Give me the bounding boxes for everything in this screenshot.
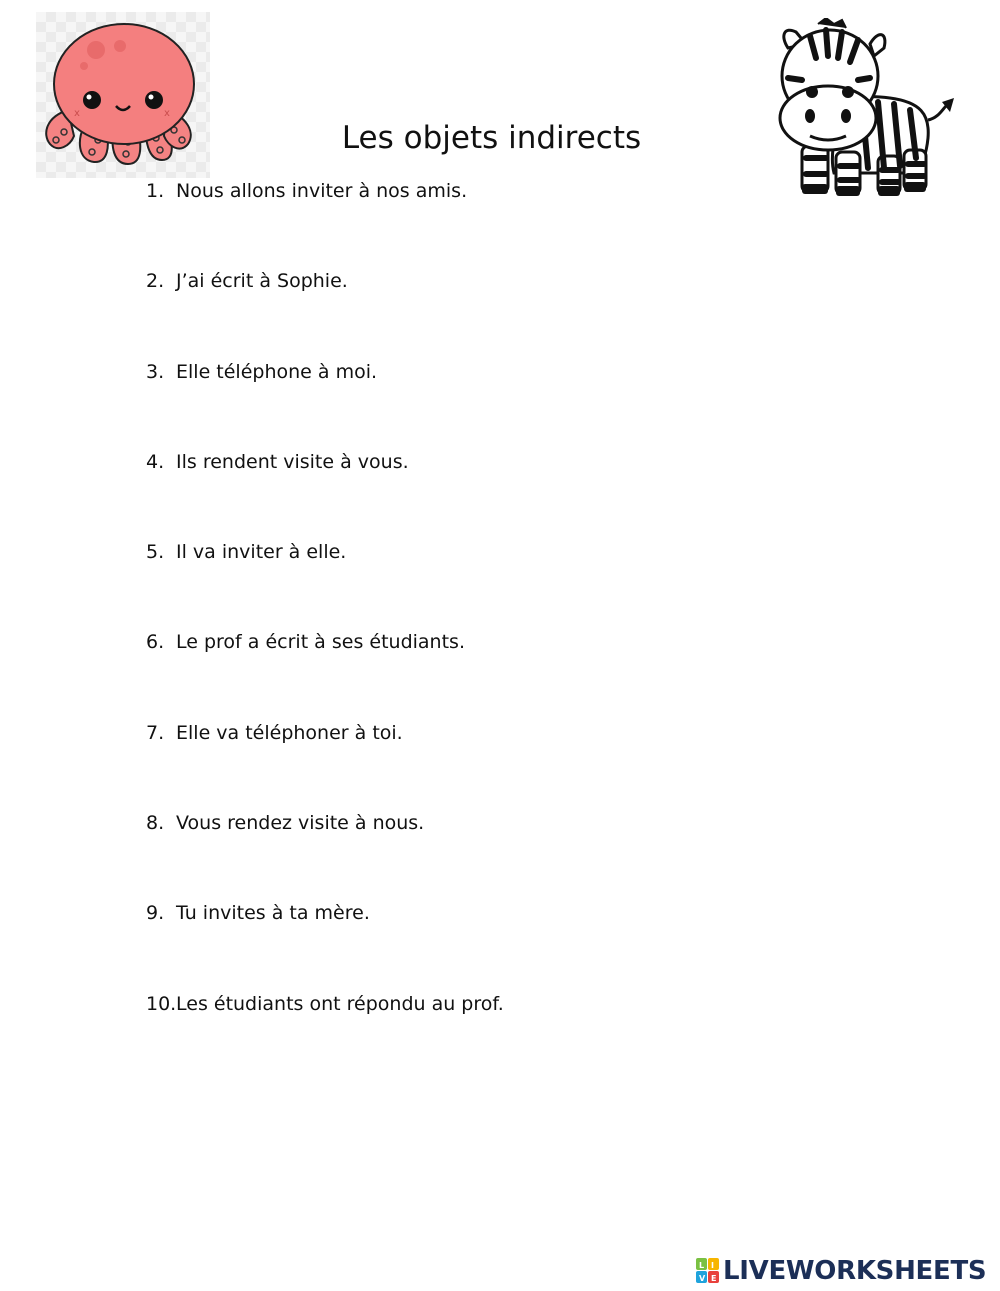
svg-text:V: V (699, 1274, 706, 1283)
worksheet-title: Les objets indirects (341, 120, 642, 156)
svg-text:x: x (164, 108, 170, 119)
svg-text:L: L (699, 1261, 705, 1270)
svg-text:I: I (711, 1261, 714, 1270)
item-number: 4. (146, 450, 165, 473)
item-number: 5. (146, 541, 165, 564)
sentence-list (146, 176, 504, 1079)
liveworksheets-logo-icon (696, 1258, 720, 1284)
item-number: 10. (146, 992, 177, 1015)
item-text: Il va inviter à elle. (176, 541, 347, 564)
list-item (146, 447, 504, 537)
list-item (146, 537, 504, 627)
list-item (146, 989, 504, 1079)
list-item (146, 176, 504, 266)
list-item (146, 718, 504, 808)
zebra-illustration (770, 18, 960, 200)
item-text: Le prof a écrit à ses étudiants. (176, 631, 465, 654)
item-number: 8. (146, 812, 165, 835)
list-item (146, 898, 504, 988)
zebra-icon (770, 18, 960, 200)
item-text: Ils rendent visite à vous. (176, 450, 409, 473)
item-text: Vous rendez visite à nous. (176, 812, 425, 835)
item-number: 6. (146, 631, 165, 654)
list-item (146, 357, 504, 447)
list-item (146, 808, 504, 898)
item-text: Elle téléphone à moi. (176, 360, 378, 383)
item-text: Elle va téléphoner à toi. (176, 721, 403, 744)
item-text: Les étudiants ont répondu au prof. (176, 992, 504, 1015)
list-item (146, 266, 504, 356)
liveworksheets-brand[interactable] (696, 1255, 986, 1287)
item-number: 9. (146, 902, 165, 925)
item-text: Nous allons inviter à nos amis. (176, 180, 468, 202)
item-number: 7. (146, 721, 165, 744)
item-number: 3. (146, 360, 165, 383)
item-text: J’ai écrit à Sophie. (176, 270, 348, 293)
list-item (146, 627, 504, 717)
svg-text:x: x (74, 108, 80, 119)
item-text: Tu invites à ta mère. (176, 902, 370, 925)
svg-text:E: E (711, 1274, 717, 1283)
brand-name: LIVEWORKSHEETS (723, 1256, 987, 1286)
item-number: 1. (146, 180, 165, 202)
item-number: 2. (146, 270, 165, 293)
